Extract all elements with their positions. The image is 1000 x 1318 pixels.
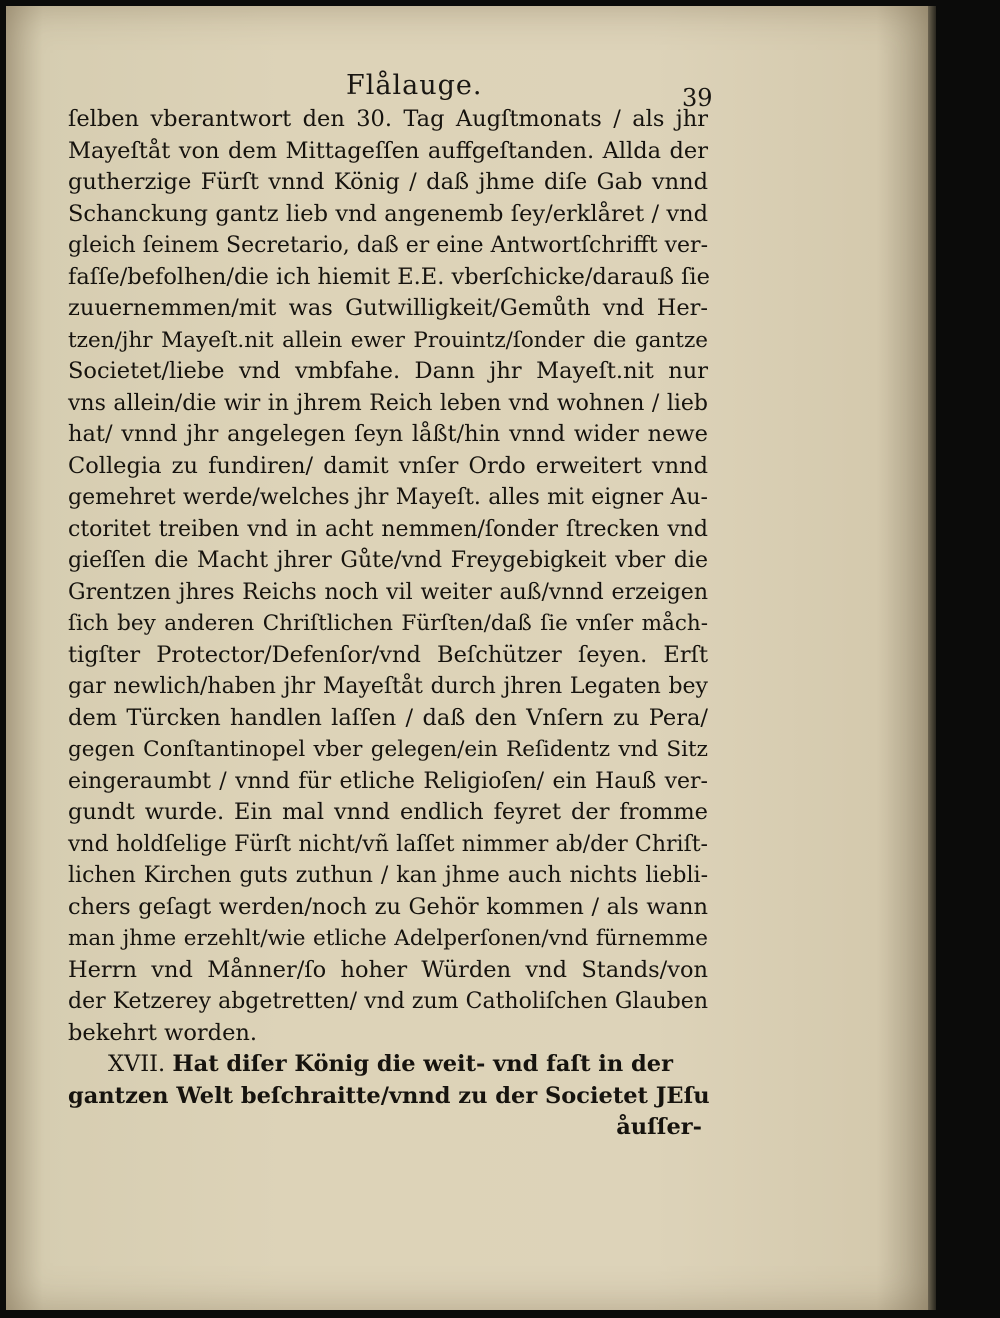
text-line: tigſter Protector/Defenſor/vnd Beſchützer ſeyen. Erſt bbox=[68, 641, 708, 668]
text-line: vnd holdſelige Fürſt nicht/vñ laſſet nimmer ab/der Chriſt- bbox=[68, 831, 708, 857]
text-line: Societet/liebe vnd vmbfahe. Dann jhr Mayeſt.nit nur bbox=[68, 358, 708, 384]
running-head: Flålauge. bbox=[346, 70, 483, 101]
section-heading bbox=[68, 1049, 708, 1081]
text-line: gleich ſeinem Secretario, daß er eine Antwortſchrifft ver- bbox=[68, 233, 708, 258]
section-heading-text: Hat diſer König die weit- vnd faſt in der bbox=[172, 1051, 673, 1077]
text-line: hat/ vnnd jhr angelegen ſeyn låßt/hin vnnd wider newe bbox=[68, 421, 708, 447]
text-line: Grentzen jhres Reichs noch vil weiter auß/vnnd erzeigen bbox=[68, 579, 708, 605]
text-line: bekehrt worden. bbox=[68, 1019, 258, 1046]
text-line: Collegia zu fundiren/ damit vnſer Ordo erweitert vnnd bbox=[68, 452, 708, 479]
page-number: 39 bbox=[682, 84, 713, 112]
text-line: dem Türcken handlen laſſen / daß den Vnſern zu Pera/ bbox=[68, 704, 708, 731]
page-edge bbox=[928, 6, 936, 1310]
text-line: lichen Kirchen guts zuthun / kan jhme auch nichts liebli- bbox=[68, 863, 708, 888]
text-line: gieſſen die Macht jhrer Gůte/vnd Freygebigkeit vber die bbox=[68, 548, 708, 573]
text-line: Mayeſtåt von dem Mittageſſen auffgeſtanden. Allda der bbox=[68, 137, 708, 164]
text-line: gutherzige Fürſt vnnd König / daß jhme diſe Gab vnnd bbox=[68, 169, 708, 195]
text-line: eingeraumbt / vnnd für etliche Religioſen/ ein Hauß ver- bbox=[68, 768, 708, 794]
text-line: man jhme erzehlt/wie etliche Adelperſonen/vnd fürnemme bbox=[68, 926, 708, 951]
text-line: gundt wurde. Ein mal vnnd endlich feyret der fromme bbox=[68, 799, 708, 825]
text-line: der Ketzerey abgetretten/ vnd zum Catholiſchen Glauben bbox=[68, 989, 708, 1014]
section-number: XVII. bbox=[108, 1051, 166, 1077]
text-line: zuuernemmen/mit was Gutwilligkeit/Gemůth vnd Her- bbox=[68, 295, 708, 321]
text-line: gar newlich/haben jhr Mayeſtåt durch jhren Legaten bey bbox=[68, 674, 708, 699]
catchword: åuſſer- bbox=[616, 1114, 702, 1140]
text-line: Schanckung gantz lieb vnd angenemb ſey/erklåret / vnd bbox=[68, 200, 708, 227]
text-block bbox=[68, 104, 708, 1144]
text-line: tzen/jhr Mayeſt.nit allein ewer Prouintz/ſonder die gantze bbox=[68, 327, 708, 353]
text-line: gegen Conſtantinopel vber gelegen/ein Reſidentz vnd Sitz bbox=[68, 737, 708, 762]
text-line: ctoritet treiben vnd in acht nemmen/ſonder ſtrecken vnd bbox=[68, 516, 708, 542]
text-line: faſſe/befolhen/die ich hiemit E.E. vberſchicke/darauß ſie bbox=[68, 263, 710, 290]
text-line: Herrn vnd Månner/ſo hoher Würden vnd Stands/von bbox=[68, 956, 708, 983]
text-line: chers geſagt werden/noch zu Gehör kommen / als wann bbox=[68, 893, 708, 920]
section-heading-line: gantzen Welt beſchraitte/vnnd zu der Societet JEſu bbox=[68, 1082, 710, 1109]
text-line: ſich bey anderen Chriſtlichen Fürſten/daß ſie vnſer måch- bbox=[68, 611, 708, 636]
text-line: gemehret werde/welches jhr Mayeſt. alles mit eigner Au- bbox=[68, 485, 708, 510]
text-line: ſelben vberantwort den 30. Tag Augſtmonats / als jhr bbox=[68, 106, 708, 132]
text-line: vns allein/die wir in jhrem Reich leben vnd wohnen / lieb bbox=[68, 390, 708, 416]
